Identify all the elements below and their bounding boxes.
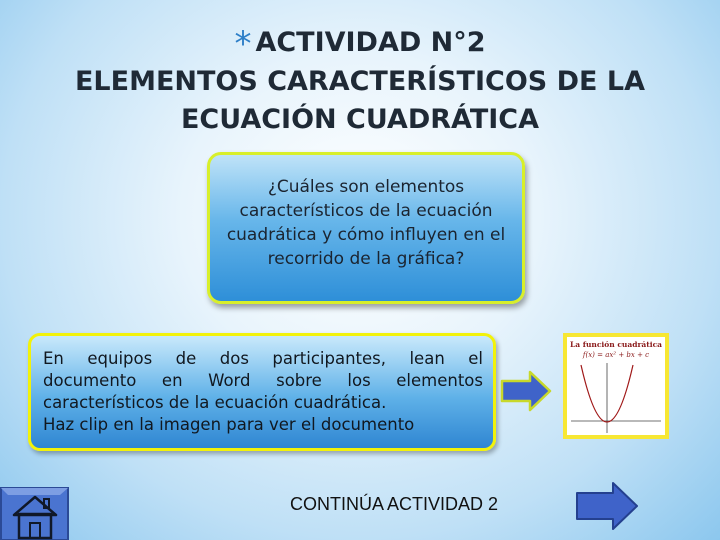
parabola-plot [567,337,665,435]
instructions-line: documento en Word sobre los elementos [43,371,483,390]
question-line: recorrido de la gráfica? [267,249,465,269]
slide-title [0,24,720,139]
thumbnail-title: La función cuadrática [569,340,663,349]
quadratic-graph-image[interactable] [567,337,665,435]
question-line: característicos de la ecuación [239,201,493,221]
star-bullet-icon: * [234,24,252,64]
instructions-line: característicos de la ecuación cuadrática. [43,393,387,412]
question-line: cuadrática y cómo influyen en el [226,225,506,245]
home-button-bevel [1,488,68,495]
continue-activity-label: CONTINÚA ACTIVIDAD 2 [290,494,499,514]
instructions-line: En equipos de dos participantes, lean el [43,349,483,368]
question-box [207,152,525,304]
instructions-line: Haz clip en la imagen para ver el documento [43,415,415,434]
document-thumbnail-link[interactable] [563,333,669,439]
question-line: ¿Cuáles son elementos [267,177,465,197]
home-button[interactable] [0,487,70,540]
title-line-1: * ACTIVIDAD N°2 [234,24,486,64]
title-line-2: ELEMENTOS CARACTERÍSTICOS DE LA [74,66,645,97]
title-line-3: ECUACIÓN CUADRÁTICA [180,104,540,135]
right-arrow-icon [500,370,552,412]
next-arrow-icon[interactable] [575,481,639,531]
instructions-box [28,333,496,451]
thumbnail-formula: f(x) = ax² + bx + c [582,351,650,359]
